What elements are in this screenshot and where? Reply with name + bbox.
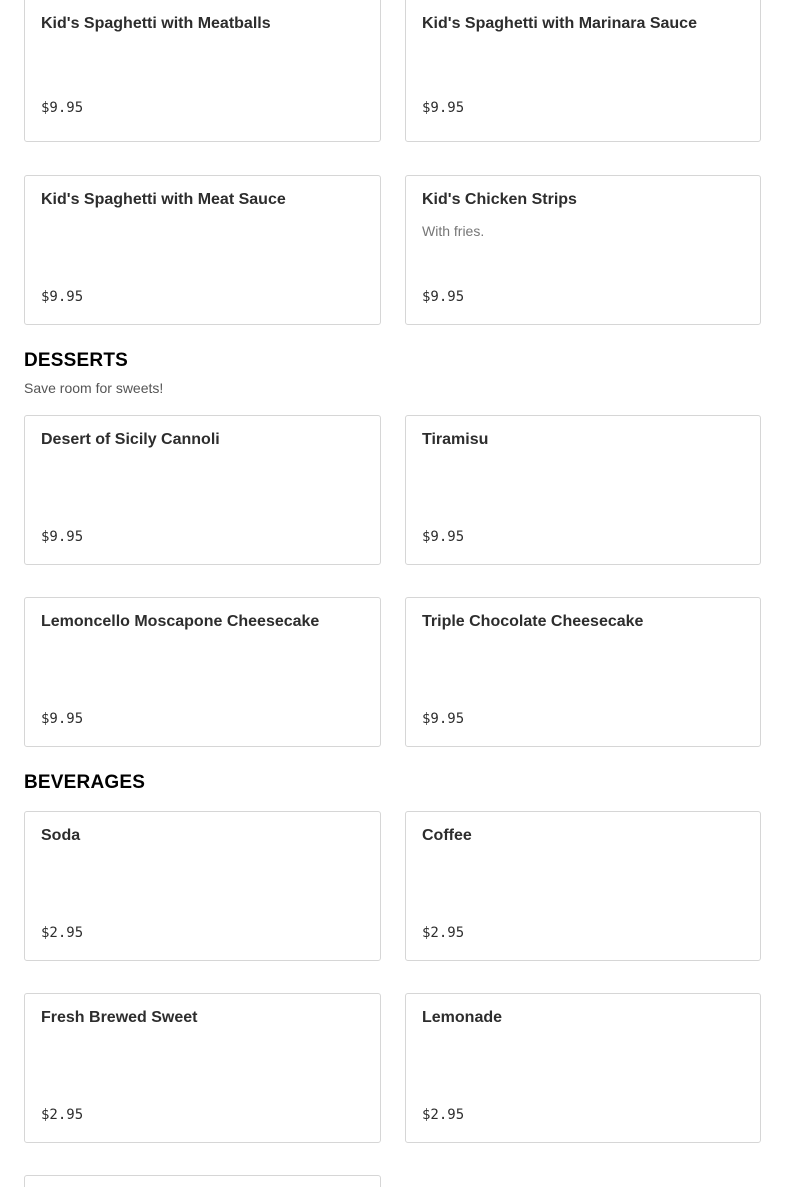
menu-item-card[interactable] — [405, 993, 761, 1143]
menu-item-name: Triple Chocolate Cheesecake — [422, 613, 644, 630]
menu-item-name: Kid's Spaghetti with Meatballs — [41, 15, 271, 32]
menu-item-name: Soda — [41, 827, 81, 844]
menu-item-price: $9.95 — [422, 711, 465, 727]
menu-item-price: $9.95 — [422, 529, 465, 545]
menu-item-card[interactable] — [24, 811, 381, 961]
menu-item-price: $9.95 — [422, 289, 465, 305]
menu-item-price: $9.95 — [422, 100, 465, 116]
menu-item-card[interactable] — [24, 175, 381, 325]
menu-item-card[interactable] — [405, 175, 761, 325]
menu-item-card[interactable] — [405, 415, 761, 565]
menu-item-card[interactable] — [405, 0, 761, 142]
menu-item-card[interactable] — [24, 993, 381, 1143]
menu-item-card[interactable] — [405, 811, 761, 961]
menu-item-card[interactable] — [24, 597, 381, 747]
section-subtitle-desserts: Save room for sweets! — [24, 380, 164, 396]
menu-item-card[interactable] — [405, 597, 761, 747]
menu-item-name: Kid's Spaghetti with Meat Sauce — [41, 191, 286, 208]
menu-item-name: Kid's Spaghetti with Marinara Sauce — [422, 15, 697, 32]
menu-item-price: $9.95 — [41, 289, 84, 305]
menu-item-price: $9.95 — [41, 711, 84, 727]
menu-item-name: Fresh Brewed Sweet — [41, 1009, 198, 1026]
menu-item-name: Kid's Chicken Strips — [422, 191, 577, 208]
menu-item-name: Desert of Sicily Cannoli — [41, 431, 220, 448]
menu-item-card[interactable] — [24, 415, 381, 565]
menu-item-name: Coffee — [422, 827, 472, 844]
menu-item-price: $9.95 — [41, 100, 84, 116]
menu-item-name: Lemonade — [422, 1009, 503, 1026]
section-title-desserts: DESSERTS — [24, 350, 129, 371]
menu-item-card[interactable] — [24, 0, 381, 142]
menu-item-name: Lemoncello Moscapone Cheesecake — [41, 613, 320, 630]
menu-item-price: $2.95 — [422, 1107, 465, 1123]
menu-item-card[interactable] — [24, 1175, 381, 1187]
section-title-beverages: BEVERAGES — [24, 772, 146, 793]
menu-item-description: With fries. — [422, 223, 485, 239]
menu-item-price: $2.95 — [41, 1107, 84, 1123]
menu-item-price: $2.95 — [41, 925, 84, 941]
menu-item-price: $9.95 — [41, 529, 84, 545]
menu-item-price: $2.95 — [422, 925, 465, 941]
menu-item-name: Tiramisu — [422, 431, 489, 448]
